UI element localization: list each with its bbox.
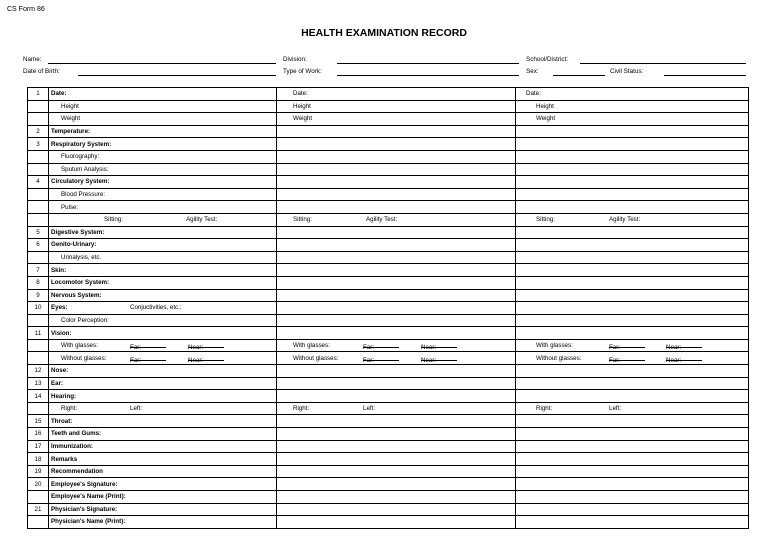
right-label: Right:: [293, 405, 310, 413]
row-number: 19: [28, 465, 49, 478]
conjunctivities-label: Conjuctivities, etc.:: [130, 304, 182, 312]
table-row: [28, 516, 749, 529]
row-number: 3: [28, 138, 49, 151]
with-glasses-label: With glasses:: [61, 342, 98, 350]
table-row: [28, 491, 749, 504]
fluorography-label: Fluorography:: [61, 153, 100, 161]
respiratory-label: Respiratory System:: [51, 140, 112, 148]
far-label: Far:: [363, 344, 375, 352]
row-number: 4: [28, 176, 49, 189]
row-number: 14: [28, 390, 49, 403]
table-row: [28, 365, 749, 378]
school-district-label: School/District:: [526, 56, 568, 63]
table-row: [28, 478, 749, 491]
left-label: Left:: [363, 405, 376, 413]
left-label: Left:: [609, 405, 622, 413]
table-row: [28, 88, 749, 101]
table-row: [28, 339, 749, 352]
employee-name-label: Employee's Name (Print):: [51, 493, 126, 501]
table-row: [28, 428, 749, 441]
remarks-label: Remarks: [51, 455, 78, 463]
date-label: Date:: [51, 90, 67, 98]
table-row: [28, 289, 749, 302]
form-number: CS Form 86: [7, 6, 45, 13]
row-number: 20: [28, 478, 49, 491]
agility-label: Agility Test:: [366, 216, 398, 224]
table-row: [28, 100, 749, 113]
agility-label: Agility Test:: [609, 216, 641, 224]
weight-label: Weight: [293, 115, 313, 123]
far-label: Far:: [130, 344, 142, 352]
row-number: 16: [28, 428, 49, 441]
temperature-label: Temperature:: [51, 128, 91, 136]
without-glasses-label: Without glasses:: [61, 354, 107, 362]
table-row: [28, 226, 749, 239]
date-label: Date:: [293, 90, 308, 98]
dob-field[interactable]: [78, 75, 276, 76]
row-number: 18: [28, 453, 49, 466]
page-title: HEALTH EXAMINATION RECORD: [301, 27, 467, 39]
table-row: [28, 138, 749, 151]
right-label: Right:: [536, 405, 553, 413]
near-label: Near:: [188, 344, 204, 352]
table-row: [28, 440, 749, 453]
table-row: [28, 453, 749, 466]
row-number: 10: [28, 302, 49, 315]
height-label: Height: [293, 102, 311, 110]
sex-field[interactable]: [553, 75, 605, 76]
right-label: Right:: [61, 405, 78, 413]
far-label: Far:: [130, 356, 142, 364]
hearing-label: Hearing:: [51, 392, 77, 400]
table-row: [28, 276, 749, 289]
row-number: 1: [28, 88, 49, 101]
table-row: [28, 415, 749, 428]
weight-label: Weight: [61, 115, 81, 123]
table-row: [28, 402, 749, 415]
skin-label: Skin:: [51, 266, 67, 274]
name-field[interactable]: [48, 63, 276, 64]
without-glasses-label: Without glasses:: [293, 354, 339, 362]
table-row: [28, 213, 749, 226]
height-label: Height: [61, 102, 79, 110]
vision-label: Vision:: [51, 329, 72, 337]
row-number: 8: [28, 276, 49, 289]
exam-table: [27, 87, 749, 529]
sitting-label: Sitting:: [104, 216, 123, 224]
with-glasses-label: With glasses:: [536, 342, 573, 350]
row-number: 5: [28, 226, 49, 239]
urinalysis-label: Urinalysis, etc.: [61, 254, 102, 262]
sputum-label: Sputum Analysis:: [61, 165, 109, 173]
row-number: 12: [28, 365, 49, 378]
row-number: 17: [28, 440, 49, 453]
table-row: [28, 377, 749, 390]
far-label: Far:: [609, 344, 621, 352]
near-label: Near:: [666, 344, 682, 352]
table-row: [28, 163, 749, 176]
near-label: Near:: [421, 356, 437, 364]
row-number: 9: [28, 289, 49, 302]
nervous-label: Nervous System:: [51, 291, 102, 299]
row-number: 7: [28, 264, 49, 277]
name-label: Name:: [23, 56, 42, 63]
teeth-label: Teeth and Gums:: [51, 430, 102, 438]
row-number: 15: [28, 415, 49, 428]
far-label: Far:: [609, 356, 621, 364]
civil-status-label: Civil Status:: [610, 68, 644, 75]
nose-label: Nose:: [51, 367, 69, 375]
throat-label: Throat:: [51, 417, 73, 425]
table-row: [28, 352, 749, 365]
pulse-label: Pulse:: [61, 203, 79, 211]
row-number: 2: [28, 125, 49, 138]
near-label: Near:: [188, 356, 204, 364]
table-row: [28, 239, 749, 252]
dob-label: Date of Birth:: [23, 68, 60, 75]
sitting-label: Sitting:: [536, 216, 555, 224]
circulatory-label: Circulatory System:: [51, 178, 110, 186]
eyes-label: Eyes:: [51, 304, 68, 312]
locomotor-label: Locomotor System:: [51, 279, 110, 287]
height-label: Height: [536, 102, 554, 110]
physician-name-label: Physician's Name (Print):: [51, 518, 126, 526]
far-label: Far:: [363, 356, 375, 364]
division-label: Division:: [283, 56, 307, 63]
type-of-work-field[interactable]: [337, 75, 519, 76]
table-row: [28, 465, 749, 478]
table-row: [28, 188, 749, 201]
type-of-work-label: Type of Work:: [283, 68, 322, 75]
table-row: [28, 150, 749, 163]
with-glasses-label: With glasses:: [293, 342, 330, 350]
table-row: [28, 251, 749, 264]
table-row: [28, 264, 749, 277]
table-row: [28, 125, 749, 138]
sex-label: Sex:: [526, 68, 539, 75]
near-label: Near:: [666, 356, 682, 364]
school-district-field[interactable]: [580, 63, 746, 64]
color-perception-label: Color Perception:: [61, 316, 109, 324]
agility-label: Agility Test:: [186, 216, 218, 224]
near-label: Near:: [421, 344, 437, 352]
genito-label: Genito-Urinary:: [51, 241, 97, 249]
civil-status-field[interactable]: [664, 75, 746, 76]
sitting-label: Sitting:: [293, 216, 312, 224]
row-number: 11: [28, 327, 49, 340]
table-row: [28, 327, 749, 340]
table-row: [28, 201, 749, 214]
table-row: [28, 390, 749, 403]
date-label: Date:: [526, 90, 541, 98]
row-number: 13: [28, 377, 49, 390]
table-row: [28, 113, 749, 126]
table-row: [28, 176, 749, 189]
table-row: [28, 302, 749, 315]
without-glasses-label: Without glasses:: [536, 354, 582, 362]
row-number: 6: [28, 239, 49, 252]
immunization-label: Immunization:: [51, 442, 93, 450]
employee-signature-label: Employee's Signature:: [51, 480, 118, 488]
digestive-label: Digestive System:: [51, 228, 105, 236]
table-row: [28, 503, 749, 516]
row-number: 21: [28, 503, 49, 516]
blood-pressure-label: Blood Pressure:: [61, 191, 106, 199]
division-field[interactable]: [337, 63, 519, 64]
weight-label: Weight: [536, 115, 556, 123]
physician-signature-label: Physician's Signature:: [51, 505, 118, 513]
table-row: [28, 314, 749, 327]
ear-label: Ear:: [51, 379, 64, 387]
recommendation-label: Recommendation: [51, 468, 103, 476]
left-label: Left:: [130, 405, 143, 413]
